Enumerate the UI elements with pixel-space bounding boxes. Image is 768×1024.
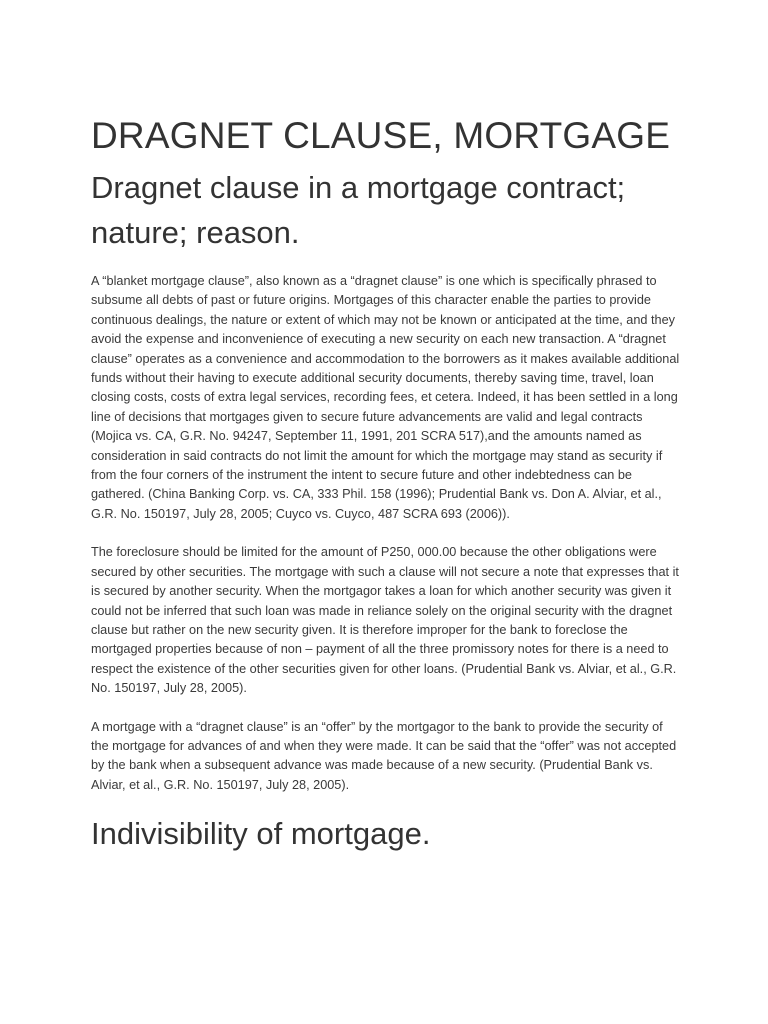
paragraph: The foreclosure should be limited for the amount of P250, 000.00 because the other obligations were secured by other securities. The mortgage with such a clause will not secure a note that expresses that it is secured by another security. When the mortgagor takes a loan for which another security was given it could not be inferred that such loan was made in reliance solely on the original security with the dragnet clause but rather on the new security given. It is therefore improper for the bank to foreclose the mortgaged properties because of non – payment of all the three promissory notes for there is a need to respect the existence of the other securities given for other loans. (Prudential Bank vs. Alviar, et al., G.R. No. 150197, July 28, 2005). [91,545,679,696]
document-page [91,112,681,854]
document-subtitle: Dragnet clause in a mortgage contract; nature; reason. [91,170,626,250]
document-title: DRAGNET CLAUSE, MORTGAGE [91,115,671,156]
paragraph: A “blanket mortgage clause”, also known as a “dragnet clause” is one which is specifically phrased to subsume all debts of past or future origins. Mortgages of this character enable the parties to provide continuous dealings, the nature or extent of which may not be known or anticipated at the time, and they avoid the expense and inconvenience of executing a new security on each new transaction. A “dragnet clause” operates as a convenience and accommodation to the borrowers as it makes available additional funds without their having to execute additional security documents, thereby saving time, travel, loan closing costs, costs of extra legal services, recording fees, et cetera. Indeed, it has been settled in a long line of decisions that mortgages given to secure future advancements are valid and legal contracts (Mojica vs. CA, G.R. No. 94247, September 11, 1991, 201 SCRA 517),and the amounts named as consideration in said contracts do not limit the amount for which the mortgage may stand as security if from the four corners of the instrument the intent to secure future and other indebtedness can be gathered. (China Banking Corp. vs. CA, 333 Phil. 158 (1996); Prudential Bank vs. Don A. Alviar, et al., G.R. No. 150197, July 28, 2005; Cuyco vs. Cuyco, 487 SCRA 693 (2006)). [91,274,680,521]
paragraph: A mortgage with a “dragnet clause” is an “offer” by the mortgagor to the bank to provide the security of the mortgage for advances of and when they were made. It can be said that the “offer” was not accepted by the bank when a subsequent advance was made because of a new security. (Prudential Bank vs. Alviar, et al., G.R. No. 150197, July 28, 2005). [91,719,677,792]
section-heading: Indivisibility of mortgage. [91,816,431,852]
